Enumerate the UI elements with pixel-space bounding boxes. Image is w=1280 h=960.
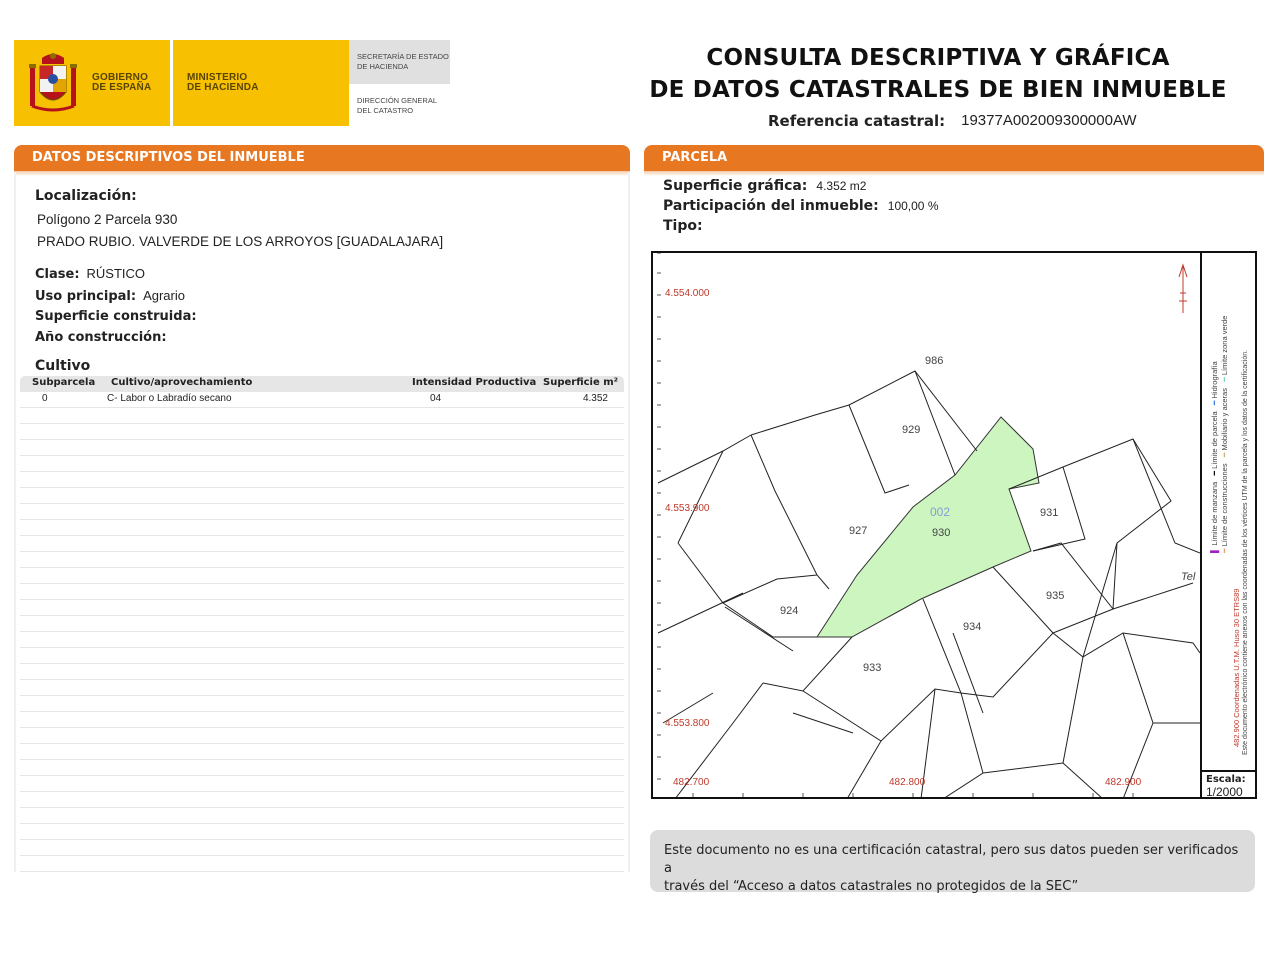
coord-x-3: 482.900: [1105, 777, 1142, 788]
parcel-label-929: 929: [902, 424, 921, 436]
ministerio-block: [173, 40, 349, 126]
table-row: [20, 760, 624, 776]
legend-disclaimer: Este documento electrónico contiene anexos con las coordenadas de los vértices UTM de la parcela y los datos de la certificación.: [1242, 349, 1249, 755]
parcel-label-986: 986: [925, 355, 944, 367]
superficie-grafica-field: Superficie gráfica: 4.352 m2: [663, 178, 867, 194]
cadastral-reference-value: 19377A002009300000AW: [961, 112, 1137, 129]
table-row: [20, 536, 624, 552]
table-row: [20, 472, 624, 488]
cadastral-map[interactable]: [651, 251, 1257, 799]
parcel-label-934: 934: [963, 621, 982, 633]
parcel-label-002: 002: [930, 505, 951, 519]
table-row: [20, 424, 624, 440]
coord-y-2: 4.553.900: [665, 503, 710, 514]
table-row: [20, 632, 624, 648]
table-row: [20, 792, 624, 808]
table-row: [20, 840, 624, 856]
parcel-map-drawing: [653, 253, 1200, 799]
verification-notice: Este documento no es una certificación catastral, pero sus datos pueden ser verificados a través del “Acceso a datos catastrales no protegidos de la SEC”: [650, 830, 1255, 892]
map-scale: Escala: 1/2000: [1200, 770, 1257, 799]
parcel-label-927: 927: [849, 525, 868, 537]
document-title: CONSULTA DESCRIPTIVA Y GRÁFICA DE DATOS CATASTRALES DE BIEN INMUEBLE: [649, 45, 1227, 103]
coord-x-1: 482.700: [673, 777, 710, 788]
table-row: [20, 456, 624, 472]
localizacion-line1: Polígono 2 Parcela 930: [37, 212, 178, 227]
parcel-label-933: 933: [863, 662, 882, 674]
anio-construccion-field: Año construcción:: [35, 330, 167, 345]
table-row: [20, 584, 624, 600]
parcel-label-930: 930: [932, 527, 951, 539]
table-row: [20, 600, 624, 616]
localizacion-line2: PRADO RUBIO. VALVERDE DE LOS ARROYOS [GUADALAJARA]: [37, 234, 444, 249]
coord-y-3: 4.553.800: [665, 718, 710, 729]
table-row: 0 C- Labor o Labradío secano 04 4.352: [20, 392, 624, 408]
direccion-text: DIRECCIÓN GENERAL DEL CATASTRO: [357, 96, 438, 115]
section-header-parcela: PARCELA: [644, 145, 1264, 171]
participacion-field: Participación del inmueble: 100,00 %: [663, 198, 939, 214]
parcel-label-tel: Tel: [1181, 571, 1196, 583]
table-row: [20, 568, 624, 584]
legend-col1: ▌ Límite de manzana ━ Límite de parcela ━ Hidrografía: [1210, 361, 1219, 553]
crop-table-body: [20, 392, 624, 872]
cadastral-reference: Referencia catastral: 19377A002009300000AW: [768, 112, 1137, 130]
map-legend: [1200, 253, 1257, 770]
secretaria-text: SECRETARÍA DE ESTADO DE HACIENDA: [357, 52, 449, 71]
table-row: [20, 520, 624, 536]
superficie-construida-field: Superficie construida:: [35, 309, 197, 324]
government-logo: [14, 40, 450, 126]
table-row: [20, 552, 624, 568]
table-row: [20, 712, 624, 728]
table-row: [20, 808, 624, 824]
ministerio-text: MINISTERIO DE HACIENDA: [187, 72, 259, 93]
secretaria-block: [349, 40, 450, 126]
table-row: [20, 728, 624, 744]
coord-y-1: 4.554.000: [665, 288, 710, 299]
table-row: [20, 648, 624, 664]
legend-col2: ━ Límite de construcciones ━ Mobiliario y aceras ━ Límite zona verde: [1220, 315, 1229, 553]
tipo-field: Tipo:: [663, 218, 703, 234]
clase-field: Clase: RÚSTICO: [35, 266, 146, 282]
table-row: [20, 504, 624, 520]
coord-x-2: 482.800: [889, 777, 926, 788]
table-row: [20, 680, 624, 696]
table-row: [20, 408, 624, 424]
table-row: [20, 696, 624, 712]
parcel-label-935: 935: [1046, 590, 1065, 602]
north-arrow-icon: [1179, 265, 1187, 313]
cultivo-label: Cultivo: [35, 358, 91, 374]
table-row: [20, 744, 624, 760]
table-row: [20, 616, 624, 632]
section-header-descriptivos: DATOS DESCRIPTIVOS DEL INMUEBLE: [14, 145, 630, 171]
table-row: [20, 776, 624, 792]
table-row: [20, 664, 624, 680]
crop-table-header: Subparcela Cultivo/aprovechamiento Intensidad Productiva Superficie m²: [20, 376, 624, 392]
gobierno-text: GOBIERNO DE ESPAÑA: [92, 72, 152, 93]
parcel-label-924: 924: [780, 605, 799, 617]
coat-of-arms-icon: [28, 52, 78, 114]
parcel-label-931: 931: [1040, 507, 1059, 519]
legend-coordinates: 482.900 Coordenadas U.T.M. Huso 30 ETRS89: [1232, 588, 1241, 747]
gobierno-block: [14, 40, 170, 126]
table-row: [20, 856, 624, 872]
uso-field: Uso principal: Agrario: [35, 288, 185, 304]
table-row: [20, 824, 624, 840]
table-row: [20, 440, 624, 456]
table-row: [20, 488, 624, 504]
localizacion-label: Localización:: [35, 188, 137, 204]
